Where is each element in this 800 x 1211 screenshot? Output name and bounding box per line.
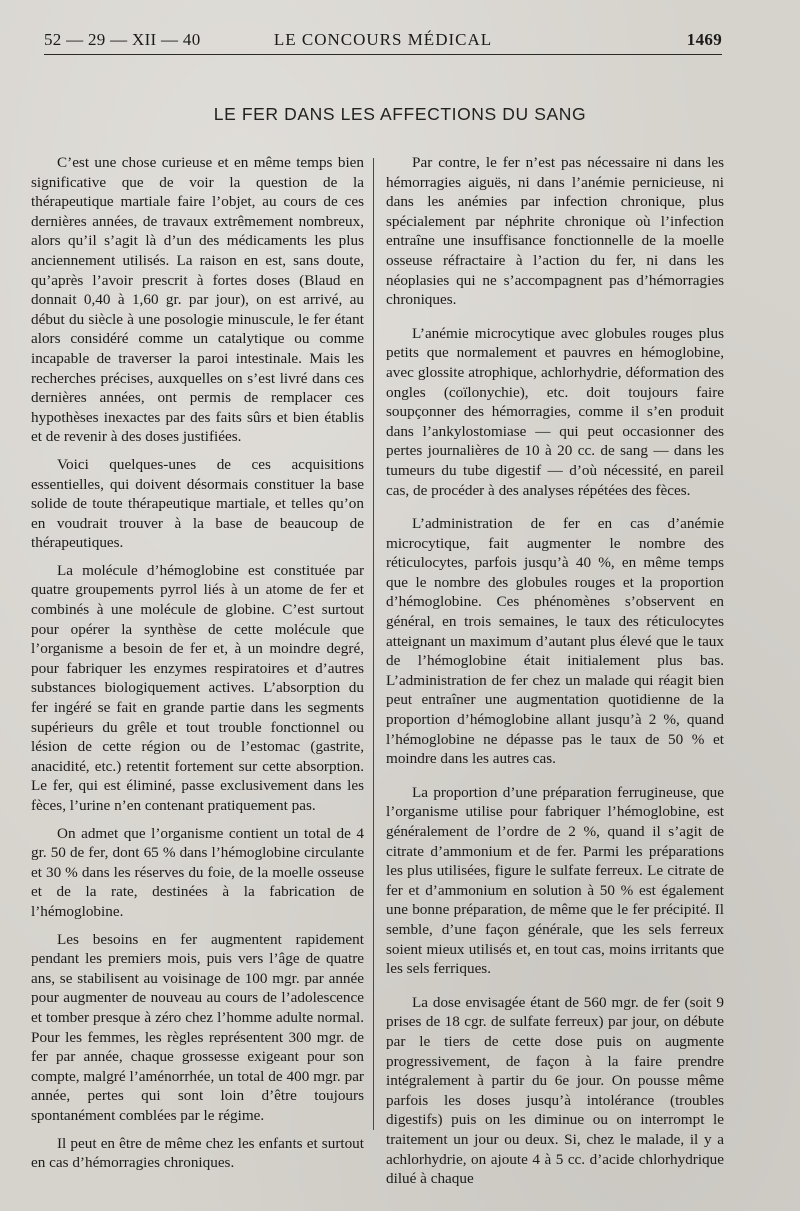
article-title: LE FER DANS LES AFFECTIONS DU SANG (213, 104, 587, 124)
paragraph: C’est une chose curieuse et en même temps bien significative que de voir la question de la thérapeutique martiale faire l’objet, au cours de ces dernières années, de travaux extrêmement nombreux, alors qu’il s’agit là d’un des médicaments les plus anciennement utilisés. La raison en est, sans doute, qu’après l’avoir prescrit à fortes doses (Blaud en donnait 0,40 à 1,60 gr. par jour), on est arrivé, au début du siècle à une posologie minuscule, le fer étant alors considéré comme un catalytique ou comme incapable de traverser la paroi intestinale. Mais les recherches précises, auxquelles on s’est livré dans ces dernières années, ont permis de remplacer ces hypothèses inexactes par des faits sûrs et bien établis et de revenir à des doses justifiées. (31, 154, 364, 446)
paragraph: La dose envisagée étant de 560 mgr. de fer (soit 9 prises de 18 cgr. de sulfate ferreux) par jour, on débute par le tiers de cette dose puis on augmente progressivement, de façon à la faire prendre intégralement à partir du 6e jour. On pousse même parfois les doses jusqu’à intolérance (troubles digestifs) puis on les diminue ou on interrompt le traitement un jour ou deux. Si, chez le malade, il y a achlorhydrie, on ajoute 4 à 5 cc. d’acide chlorhydrique dilué à chaque (386, 993, 724, 1188)
right-column (386, 153, 724, 1203)
paragraph: Les besoins en fer augmentent rapidement pendant les premiers mois, puis vers l’âge de quatre ans, se stabilisent au voisinage de 100 mgr. par année pour augmenter de nouveau au cours de l’adolescence et tomber presque à zéro chez l’homme adulte normal. Pour les femmes, les règles représentent 300 mgr. de fer par année, chaque grossesse exigeant pour son compte, malgré l’aménorrhée, un total de 400 mgr. par année, pertes qui sont loin d’être toujours spontanément comblées par le régime. (31, 930, 364, 1124)
column-divider (373, 158, 374, 1130)
paragraph: Voici quelques-unes de ces acquisitions essentielles, qui doivent désormais constituer la base solide de toute thérapeutique martiale, et telles qu’on en voudrait trouver à la base de beaucoup de thérapeutiques. (31, 455, 364, 552)
paragraph: L’anémie microcytique avec globules rouges plus petits que normalement et pauvres en hémoglobine, avec glossite atrophique, achlorhydrie, déformation des ongles (coïlonychie), etc. doit toujours faire soupçonner des hémorragies, comme il s’en produit dans l’ankylostomiase — qui peut occasionner des pertes journalières de 10 à 20 cc. de sang — dans les tumeurs du tube digestif — d’où nécessité, en pareil cas, de procéder à des analyses répétées des fèces. (386, 324, 724, 499)
paragraph: La molécule d’hémoglobine est constituée par quatre groupements pyrrol liés à un atome de fer et combinés à une molécule de globine. C’est surtout pour opérer la synthèse de cette molécule que l’organisme a besoin de fer et, à un moindre degré, pour fabriquer les enzymes respiratoires et d’autres substances biologiquement actives. L’absorption du fer ingéré se fait en grande partie dans les segments supérieurs du grêle et tout trouble fonctionnel ou lésion de cette région ou de l’estomac (gastrite, anacidité, etc.) retentit fortement sur cette absorption. Le fer, qui est éliminé, passe exclusivement dans les fèces, l’urine n’en contenant pratiquement pas. (31, 561, 364, 814)
paragraph: On admet que l’organisme contient un total de 4 gr. 50 de fer, dont 65 % dans l’hémoglobine circulante et 30 % dans les réserves du foie, de la moelle osseuse et de la rate, destinées à la fabrication de l’hémoglobine. (31, 824, 364, 920)
running-header (44, 30, 722, 55)
paragraph: Il peut en être de même chez les enfants et surtout en cas d’hémorragies chroniques. (31, 1134, 364, 1172)
paragraph: La proportion d’une préparation ferrugineuse, que l’organisme utilise pour fabriquer l’hémoglobine, est généralement de l’ordre de 2 %, quand il s’agit de citrate d’ammonium et de fer. Parmi les préparations les plus utilisées, figure le sulfate ferreux. Le citrate de fer et d’ammonium en solution à 50 % est également une bonne préparation, de même que le fer précipité. Il semble, d’une façon générale, que les sels ferreux soient mieux utilisés et, en tout cas, moins irritants que les sels ferriques. (386, 783, 724, 978)
paragraph: Par contre, le fer n’est pas nécessaire ni dans les hémorragies aiguës, ni dans l’anémie pernicieuse, ni dans les anémies par infection chronique, plus spécialement par néphrite chronique où l’infection entraîne une insuffisance fonctionnelle de la moelle osseuse réfractaire à l’action du fer, ni dans les néoplasies qui ne s’accompagnent pas d’hémorragies chroniques. (386, 154, 724, 309)
page-number: 1469 (686, 30, 722, 49)
journal-name: LE CONCOURS MÉDICAL (273, 30, 493, 49)
left-column (31, 153, 364, 1181)
paragraph: L’administration de fer en cas d’anémie microcytique, fait augmenter le nombre des réticulocytes, parfois jusqu’à 40 %, en même temps que le nombre des globules rouges et la proportion d’hémoglobine. Ces phénomènes s’observent en général, en trois semaines, le taux des réticulocytes atteignant un maximum d’autant plus élevé que le taux de l’hémoglobine était initialement plus bas. L’administration de fer chez un malade qui réagit bien peut entraîner une augmentation quotidienne de la proportion d’hémoglobine allant jusqu’à 2 %, quand l’hémoglobine ne dépasse pas le taux de 50 % et moindre dans les autres cas. (386, 515, 724, 768)
issue-info: 52 — 29 — XII — 40 (44, 30, 201, 49)
